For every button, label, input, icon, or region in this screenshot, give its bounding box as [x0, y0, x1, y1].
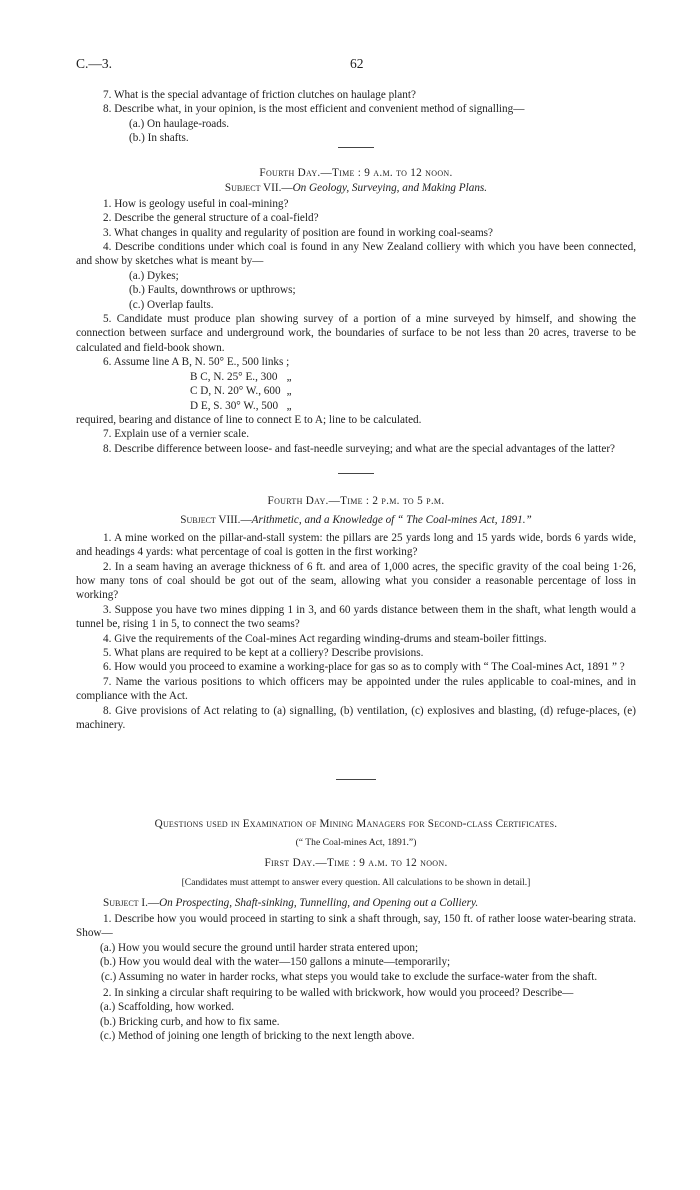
traverse-line: C D, N. 20° W., 600	[190, 385, 281, 398]
question-2: 2. In a seam having an average thickness of 6 ft. and area of 1,000 acres, the specific gravity of the coal being 1·26, how many tons of coal should be got out of the seam, allowing what you consider a reasonable percentage of loss in working?	[76, 560, 636, 602]
question-1-b: (b.) How you would deal with the water—150 gallons a minute—temporarily;	[100, 956, 451, 969]
question-4: 4. Give the requirements of the Coal-mines Act regarding winding-drums and steam-boiler fittings.	[103, 632, 547, 645]
question-4-a: (a.) Dykes;	[129, 269, 179, 282]
question-8: 8. Describe what, in your opinion, is the most efficient and convenient method of signalling—	[103, 103, 525, 116]
subject-label: Subject VIII.—	[180, 514, 252, 527]
act-reference: (“ The Coal-mines Act, 1891.”)	[295, 837, 417, 849]
subject-heading	[76, 513, 636, 527]
question-5: 5. Candidate must produce plan showing survey of a portion of a mine surveyed by himself, and showing the connection between surface and underground work, the boundaries of surface to be not less than 20 acres, traverse to be calculated and field-book shown.	[76, 313, 636, 354]
question-3: 3. What changes in quality and regularity of position are found in working coal-seams?	[103, 226, 494, 239]
page-number: 62	[350, 56, 364, 71]
ditto-mark: „	[286, 385, 292, 398]
traverse-row	[190, 399, 298, 413]
ditto-mark: „	[286, 399, 292, 412]
traverse-table	[190, 370, 298, 413]
divider	[76, 473, 636, 474]
question-2-a: (a.) Scaffolding, how worked.	[100, 1001, 235, 1014]
section-heading: Questions used in Examination of Mining Managers for Second-class Certificates.	[154, 818, 558, 830]
subject-viii-section	[76, 494, 636, 733]
divider	[76, 779, 636, 780]
question-4-c: (c.) Overlap faults.	[129, 298, 214, 311]
day-heading: Fourth Day.—Time : 9 a.m. to 12 noon.	[259, 167, 453, 179]
question-4: 4. Describe conditions under which coal is found in any New Zealand colliery with which you have been connected, and show by sketches what is meant by—	[76, 241, 636, 268]
question-7: 7. What is the special advantage of friction clutches on haulage plant?	[103, 89, 416, 101]
subject-title: On Geology, Surveying, and Making Plans.	[292, 182, 488, 195]
subject-vii-section	[76, 166, 636, 456]
question-1-a: (a.) How you would secure the ground until harder strata entered upon;	[100, 941, 419, 954]
question-2-b: (b.) Bricking curb, and how to fix same.	[100, 1015, 280, 1028]
subject-title: Arithmetic, and a Knowledge of “ The Coal-mines Act, 1891.”	[251, 514, 532, 527]
subject-heading	[76, 181, 636, 195]
divider	[76, 147, 636, 148]
traverse-row	[190, 384, 298, 398]
subject-label: Subject I.—	[103, 896, 160, 909]
day-heading: Fourth Day.—Time : 2 p.m. to 5 p.m.	[267, 495, 445, 507]
question-2: 2. Describe the general structure of a coal-field?	[103, 212, 319, 225]
question-8: 8. Describe difference between loose- and fast-needle surveying; and what are the special advantages of the latter?	[103, 442, 616, 455]
question-6-continued: required, bearing and distance of line to connect E to A; line to be calculated.	[76, 413, 422, 426]
question-6: 6. How would you proceed to examine a working-place for gas so as to comply with “ The Coal-mines Act, 1891 ” ?	[103, 661, 625, 674]
question-1-c: (c.) Assuming no water in harder rocks, what steps you would take to exclude the surface-water from the shaft.	[101, 970, 598, 983]
continued-questions	[76, 88, 636, 146]
day-heading: First Day.—Time : 9 a.m. to 12 noon.	[264, 856, 448, 869]
question-1: 1. Describe how you would proceed in starting to sink a shaft through, say, 150 ft. of rather loose water-bearing strata. Show—	[76, 913, 636, 940]
traverse-row	[190, 370, 298, 384]
question-3: 3. Suppose you have two mines dipping 1 in 3, and 60 yards distance between them in the shaft, what length would a tunnel be, rising 1 in 5, to connect the two seams?	[76, 603, 636, 631]
ditto-mark: „	[286, 370, 292, 383]
question-5: 5. What plans are required to be kept at a colliery? Describe provisions.	[103, 647, 424, 660]
question-8: 8. Give provisions of Act relating to (a) signalling, (b) ventilation, (c) explosives and blasting, (d) refuge-places, (e) machinery.	[76, 704, 636, 732]
second-class-section	[76, 817, 636, 1044]
subject-title: On Prospecting, Shaft-sinking, Tunnelling, and Opening out a Colliery.	[159, 896, 479, 909]
subject-label: Subject VII.—	[224, 182, 293, 195]
question-7: 7. Explain use of a vernier scale.	[103, 428, 250, 441]
question-8-a: (a.) On haulage-roads.	[129, 117, 230, 130]
question-1: 1. How is geology useful in coal-mining?	[103, 197, 289, 210]
question-6: 6. Assume line A B, N. 50° E., 500 links ;	[103, 356, 290, 369]
traverse-line: B C, N. 25° E., 300	[190, 370, 278, 383]
question-8-b: (b.) In shafts.	[129, 132, 189, 145]
question-1: 1. A mine worked on the pillar-and-stall system: the pillars are 25 yards long and 15 yards wide, bords 6 yards wide, and headings 4 yards: what percentage of coal is gotten in the first working?	[76, 531, 636, 559]
question-2-c: (c.) Method of joining one length of bricking to the next length above.	[100, 1030, 415, 1043]
question-2: 2. In sinking a circular shaft requiring to be walled with brickwork, how would you proceed? Describe—	[103, 987, 574, 1000]
running-header-left: C.—3.	[76, 56, 113, 71]
subject-heading	[76, 896, 636, 910]
instructions-note: [Candidates must attempt to answer every question. All calculations to be shown in detail.]	[181, 877, 531, 889]
question-7: 7. Name the various positions to which officers may be appointed under the rules applicable to coal-mines, and in compliance with the Act.	[76, 675, 636, 703]
question-4-b: (b.) Faults, downthrows or upthrows;	[129, 284, 296, 297]
traverse-line: D E, S. 30° W., 500	[190, 399, 279, 412]
